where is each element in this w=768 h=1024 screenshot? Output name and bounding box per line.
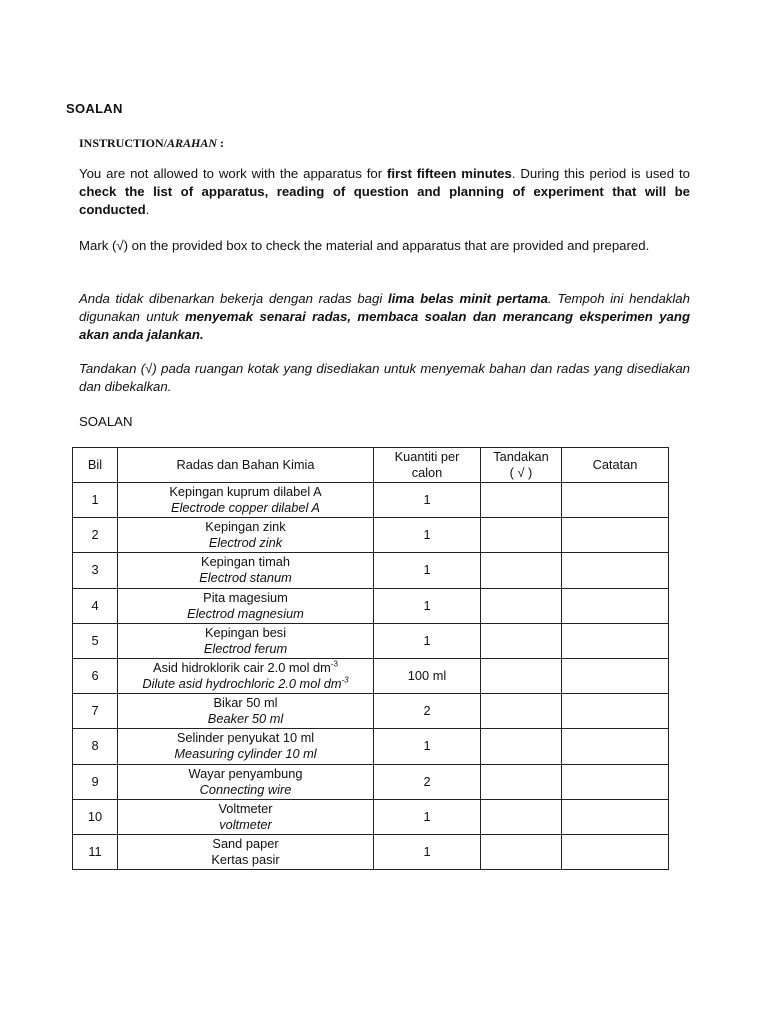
header-bil: Bil (73, 448, 118, 483)
instruction-paragraph-en (79, 165, 690, 219)
header-catatan: Catatan (562, 448, 669, 483)
table-row (73, 553, 669, 588)
emphasis: first fifteen minutes (386, 166, 512, 181)
cell-quantity: 1 (374, 553, 481, 588)
cell-quantity: 1 (374, 834, 481, 869)
cell-quantity: 1 (374, 623, 481, 658)
cell-notes[interactable] (562, 483, 669, 518)
item-name-en-text: Electrod magnesium (187, 605, 304, 621)
cell-item (118, 588, 374, 623)
cell-checkbox[interactable] (481, 553, 562, 588)
cell-checkbox[interactable] (481, 518, 562, 553)
cell-notes[interactable] (562, 729, 669, 764)
header-radas: Radas dan Bahan Kimia (118, 448, 374, 483)
cell-notes[interactable] (562, 518, 669, 553)
item-name-ms-text: Kepingan besi (204, 624, 287, 640)
cell-quantity: 1 (374, 729, 481, 764)
item-name-ms-text: Sand paper (212, 835, 279, 851)
cell-quantity: 1 (374, 588, 481, 623)
text: . Tempoh ini hendaklah digunakan untuk (79, 291, 690, 324)
item-name-en-text: Measuring cylinder 10 ml (174, 746, 317, 762)
cell-checkbox[interactable] (481, 658, 562, 693)
cell-notes[interactable] (562, 623, 669, 658)
cell-bil: 4 (73, 588, 118, 623)
page-heading: SOALAN (66, 101, 123, 116)
item-name-en (118, 570, 373, 586)
item-name-ms (118, 660, 373, 676)
header-kuantiti-line1: Kuantiti per (394, 449, 460, 464)
cell-item (118, 553, 374, 588)
item-name-en-text: Dilute asid hydrochloric 2.0 mol dm (142, 676, 342, 692)
item-name-en-text: voltmeter (219, 816, 272, 832)
cell-checkbox[interactable] (481, 729, 562, 764)
cell-bil: 8 (73, 729, 118, 764)
item-name-ms (118, 519, 373, 535)
item-name-ms-text: Kepingan kuprum dilabel A (169, 484, 322, 500)
emphasis: menyemak senarai radas, membaca soalan dan merancang eksperimen yang akan anda jalankan. (79, 309, 690, 342)
cell-checkbox[interactable] (481, 694, 562, 729)
table-row (73, 694, 669, 729)
item-name-ms (118, 695, 373, 711)
instruction-en: INSTRUCTION/ (79, 136, 168, 150)
cell-item (118, 729, 374, 764)
table-body (73, 483, 669, 870)
item-name-en (118, 711, 373, 727)
item-name-en (118, 500, 373, 516)
cell-notes[interactable] (562, 694, 669, 729)
text: Anda tidak dibenarkan bekerja dengan radas bagi (79, 291, 388, 306)
item-name-en (118, 606, 373, 622)
header-tandakan-line1: Tandakan (493, 449, 549, 464)
header-kuantiti (374, 448, 481, 483)
cell-item (118, 799, 374, 834)
table-row (73, 799, 669, 834)
table-label: SOALAN (79, 414, 133, 429)
cell-quantity: 100 ml (374, 658, 481, 693)
instruction-colon: : (217, 136, 225, 150)
table-row (73, 834, 669, 869)
item-name-ms (118, 836, 373, 852)
item-name-ms-text: Kepingan zink (205, 519, 286, 535)
header-kuantiti-line2: calon (411, 465, 443, 480)
cell-checkbox[interactable] (481, 799, 562, 834)
item-name-en-text: Electrod zink (208, 535, 283, 551)
instruction-paragraph-ms (79, 290, 690, 344)
cell-quantity: 1 (374, 518, 481, 553)
cell-notes[interactable] (562, 588, 669, 623)
cell-notes[interactable] (562, 799, 669, 834)
item-name-en-text: Connecting wire (199, 781, 292, 797)
text: You are not allowed to work with the apparatus for (79, 166, 387, 181)
item-name-ms-text: Kepingan timah (201, 554, 290, 570)
cell-bil: 2 (73, 518, 118, 553)
item-name-ms (118, 554, 373, 570)
table-row (73, 588, 669, 623)
cell-bil: 5 (73, 623, 118, 658)
cell-bil: 10 (73, 799, 118, 834)
table-row (73, 764, 669, 799)
item-name-ms (118, 484, 373, 500)
cell-item (118, 834, 374, 869)
item-name-en (118, 676, 373, 692)
item-name-en (118, 641, 373, 657)
cell-item (118, 694, 374, 729)
item-name-ms (118, 730, 373, 746)
table-row (73, 623, 669, 658)
cell-notes[interactable] (562, 658, 669, 693)
cell-bil: 1 (73, 483, 118, 518)
cell-item (118, 658, 374, 693)
table-row (73, 483, 669, 518)
superscript: -3 (330, 659, 338, 669)
cell-checkbox[interactable] (481, 764, 562, 799)
cell-quantity: 2 (374, 694, 481, 729)
item-name-en (118, 746, 373, 762)
item-name-en-text: Kertas pasir (211, 851, 280, 867)
cell-item (118, 518, 374, 553)
cell-bil: 7 (73, 694, 118, 729)
cell-bil: 11 (73, 834, 118, 869)
table-row (73, 658, 669, 693)
cell-item (118, 764, 374, 799)
text: . During this period is used to (511, 166, 690, 181)
item-name-ms-text: Voltmeter (218, 800, 273, 816)
item-name-ms-text: Wayar penyambung (188, 765, 303, 781)
mark-instruction-ms: Tandakan (√) pada ruangan kotak yang disediakan untuk menyemak bahan dan radas yang disediakan dan dibekalkan. (79, 361, 690, 394)
cell-bil: 3 (73, 553, 118, 588)
item-name-ms (118, 801, 373, 817)
cell-quantity: 1 (374, 483, 481, 518)
instruction-ms: ARAHAN (167, 136, 218, 150)
item-name-ms (118, 766, 373, 782)
mark-instruction-en: Mark (√) on the provided box to check the material and apparatus that are provided and prepared. (79, 238, 650, 253)
cell-item (118, 483, 374, 518)
apparatus-table (72, 447, 669, 870)
item-name-en-text: Electrod stanum (199, 570, 292, 586)
cell-checkbox[interactable] (481, 834, 562, 869)
cell-notes[interactable] (562, 764, 669, 799)
item-name-en (118, 817, 373, 833)
emphasis: lima belas minit pertama (387, 291, 548, 306)
cell-bil: 9 (73, 764, 118, 799)
cell-bil: 6 (73, 658, 118, 693)
item-name-ms (118, 625, 373, 641)
instruction-heading (79, 136, 224, 151)
item-name-en (118, 782, 373, 798)
cell-quantity: 1 (374, 799, 481, 834)
table-row (73, 729, 669, 764)
item-name-en-text: Electrod ferum (203, 640, 288, 656)
superscript: -3 (341, 675, 349, 685)
header-tandakan-line2: ( √ ) (509, 465, 533, 480)
item-name-ms-text: Asid hidroklorik cair 2.0 mol dm (153, 660, 331, 676)
item-name-ms-text: Pita magesium (203, 589, 288, 605)
emphasis: check the list of apparatus, reading of question and planning of experiment that will be conducted (79, 184, 690, 217)
item-name-ms (118, 590, 373, 606)
cell-notes[interactable] (562, 553, 669, 588)
cell-item (118, 623, 374, 658)
item-name-en-text: Electrode copper dilabel A (171, 500, 320, 516)
header-tandakan (481, 448, 562, 483)
cell-notes[interactable] (562, 834, 669, 869)
table-header-row (73, 448, 669, 483)
text: . (145, 202, 150, 217)
cell-checkbox[interactable] (481, 483, 562, 518)
cell-checkbox[interactable] (481, 623, 562, 658)
cell-quantity: 2 (374, 764, 481, 799)
table-row (73, 518, 669, 553)
item-name-en (118, 852, 373, 868)
item-name-en-text: Beaker 50 ml (207, 711, 284, 727)
item-name-ms-text: Selinder penyukat 10 ml (176, 730, 315, 746)
item-name-ms-text: Bikar 50 ml (213, 695, 278, 711)
cell-checkbox[interactable] (481, 588, 562, 623)
item-name-en (118, 535, 373, 551)
